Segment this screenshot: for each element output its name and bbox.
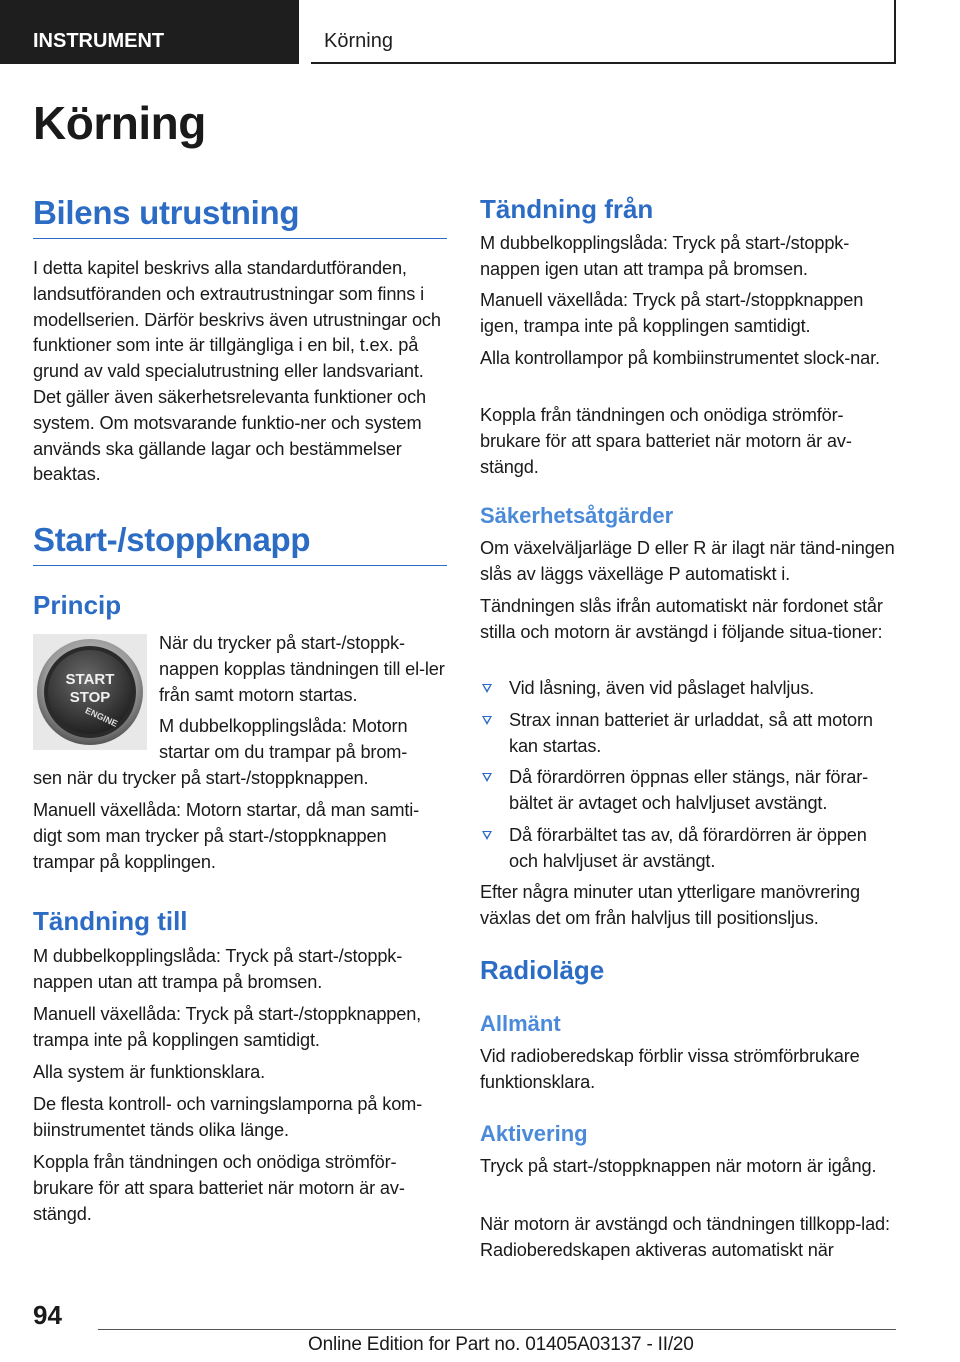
heading-allmant: Allmänt [480, 1011, 561, 1036]
triangle-bullet-icon [482, 684, 492, 693]
list-item: Då förarbältet tas av, då förardörren är öppen och halvljuset är avstängt. [480, 823, 896, 875]
tandning-fran-p3: Alla kontrollampor på kombiinstrumentet slock-nar. [480, 348, 880, 368]
princip-p2b: sen när du trycker på start-/stoppknappen. [33, 768, 369, 788]
princip-p1: När du trycker på start-/stoppk-nappen kopplas tändningen till el-ler från samt motorn startas. [159, 633, 445, 705]
button-label-start: START [65, 671, 115, 688]
bilens-body: I detta kapitel beskrivs alla standardutföranden, landsutföranden och extrautrustningar som finns i modellserien. Därför beskrivs även utrustningar och funktioner som inte är tillgängliga i en bil, t.ex. på grund av vald specialutrustning eller landsvariant. Det gäller även säkerhetsrelevanta funktioner och system. Om motsvarande funktio-ner och system används ska gällande lagar och bestämmelser beaktas. [33, 258, 441, 485]
tandning-till-p1: M dubbelkopplingslåda: Tryck på start-/stoppk-nappen utan att trampa på bromsen. [33, 946, 403, 992]
sakerhet-p2: Tändningen slås ifrån automatiskt när fordonet står stilla och motorn är avstängd i följande situa-tioner: [480, 596, 883, 642]
page-title: Körning [33, 97, 206, 149]
heading-tandning-fran: Tändning från [480, 194, 654, 224]
list-item: Då förardörren öppnas eller stängs, när förar-bältet är avtaget och halvljuset avstängt. [480, 765, 896, 817]
triangle-bullet-icon [482, 773, 492, 782]
button-label-stop: STOP [69, 689, 111, 706]
heading-radiolage: Radioläge [480, 955, 605, 985]
tandning-till-p3: Alla system är funktionsklara. [33, 1062, 266, 1082]
tandning-fran-p1: M dubbelkopplingslåda: Tryck på start-/stoppk-nappen igen utan att trampa på bromsen. [480, 233, 850, 279]
tandning-fran-p4: Koppla från tändningen och onödiga strömför-brukare för att spara batteriet när motorn är av-stängd. [480, 405, 852, 477]
triangle-bullet-icon [482, 716, 492, 725]
tandning-fran-p2: Manuell växellåda: Tryck på start-/stoppknappen igen, trampa inte på kopplingen samtidigt. [480, 290, 864, 336]
heading-sakerhetsatgarder: Säkerhetsåtgärder [480, 503, 674, 528]
heading-tandning-till: Tändning till [33, 906, 188, 936]
heading-bilens-utrustning: Bilens utrustning [33, 194, 447, 239]
tandning-till-p5: Koppla från tändningen och onödiga strömför-brukare för att spara batteriet när motorn är av-stängd. [33, 1152, 405, 1224]
header-section-tab: INSTRUMENT [0, 0, 299, 64]
sakerhet-p3: Efter några minuter utan ytterligare manövrering växlas det om från halvljus till positionsljus. [480, 882, 860, 928]
header-chapter-tab: Körning [311, 0, 896, 64]
heading-princip: Princip [33, 590, 122, 620]
aktivering-p2: När motorn är avstängd och tändningen tillkopp-lad: Radioberedskapen aktiveras automatiskt när [480, 1214, 890, 1260]
footer-divider [98, 1329, 896, 1330]
princip-p3: Manuell växellåda: Motorn startar, då man samti-digt som man trycker på start-/stoppknappen trampar på kopplingen. [33, 800, 420, 872]
list-item: Vid låsning, även vid påslaget halvljus. [480, 676, 896, 702]
situations-list [480, 670, 896, 875]
start-stop-button-image [33, 634, 147, 750]
sakerhet-p1: Om växelväljarläge D eller R är ilagt när tänd-ningen slås av läggs växelläge P automatiskt i. [480, 538, 895, 584]
tandning-till-p2: Manuell växellåda: Tryck på start-/stoppknappen, trampa inte på kopplingen samtidigt. [33, 1004, 422, 1050]
button-label-engine: ENGINE [83, 705, 120, 729]
tandning-till-p4: De flesta kontroll- och varningslamporna på kom-biinstrumentet tänds olika länge. [33, 1094, 423, 1140]
footer-edition-text: Online Edition for Part no. 01405A03137 - II/20 [308, 1334, 694, 1355]
start-stop-engine-icon [33, 634, 147, 750]
heading-aktivering: Aktivering [480, 1121, 588, 1146]
princip-p2a: M dubbelkopplingslåda: Motorn startar om du trampar på brom- [159, 716, 408, 762]
page-number: 94 [33, 1300, 62, 1330]
heading-start-stoppknapp: Start-/stoppknapp [33, 521, 447, 566]
aktivering-p1: Tryck på start-/stoppknappen när motorn är igång. [480, 1156, 877, 1176]
list-item: Strax innan batteriet är urladdat, så att motorn kan startas. [480, 708, 896, 760]
allmant-p1: Vid radioberedskap förblir vissa strömförbrukare funktionsklara. [480, 1046, 860, 1092]
triangle-bullet-icon [482, 831, 492, 840]
